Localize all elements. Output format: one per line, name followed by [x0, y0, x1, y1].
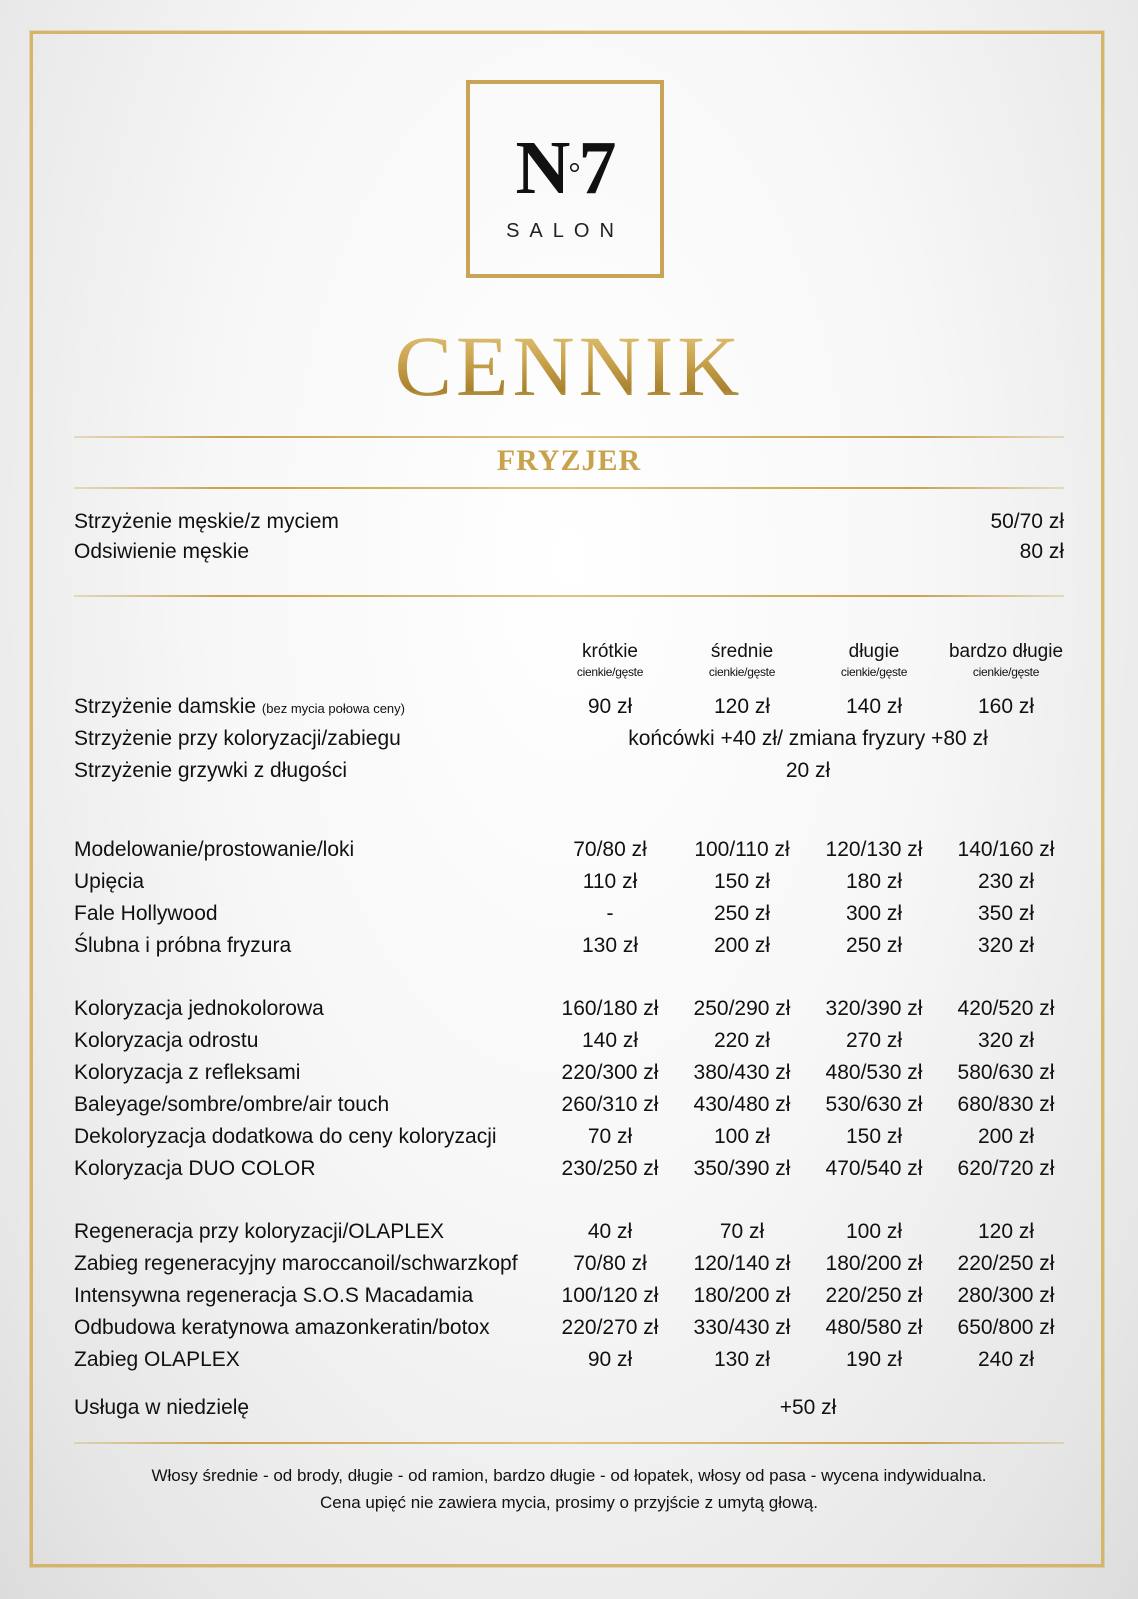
price-row	[74, 1090, 1064, 1120]
price-row	[74, 1217, 1064, 1247]
price-cell: 200 zł	[713, 934, 771, 957]
price-cell: 120 zł	[713, 695, 771, 718]
price-cell: 240 zł	[977, 1348, 1035, 1371]
service-name: Modelowanie/prostowanie/loki	[74, 838, 355, 861]
service-price: 50/70 zł	[990, 510, 1064, 533]
price-cell: 280/300 zł	[957, 1284, 1055, 1307]
price-cell: 90 zł	[587, 695, 633, 718]
price-cell: 100 zł	[845, 1220, 903, 1243]
price-cell: 110 zł	[582, 870, 638, 893]
price-cell: 220/270 zł	[561, 1316, 659, 1339]
column-header	[809, 640, 939, 680]
price-cell: 220/300 zł	[561, 1061, 659, 1084]
price-row	[74, 537, 1064, 567]
span-price: +50 zł	[779, 1396, 837, 1419]
divider	[74, 487, 1064, 489]
logo-number: N°7	[515, 126, 615, 210]
footer-note: Włosy średnie - od brody, długie - od ramion, bardzo długie - od łopatek, włosy od pasa - wycena indywidualna.	[151, 1466, 987, 1485]
service-name: Baleyage/sombre/ombre/air touch	[74, 1093, 390, 1116]
service-name: Intensywna regeneracja S.O.S Macadamia	[74, 1284, 474, 1307]
price-cell: 320 zł	[977, 1029, 1035, 1052]
salon-logo	[466, 80, 664, 278]
column-sublabel: cienkie/gęste	[708, 665, 776, 679]
service-name: Usługa w niedzielę	[74, 1396, 250, 1419]
price-cell: 470/540 zł	[825, 1157, 923, 1180]
price-row	[74, 931, 1064, 961]
price-cell: 220/250 zł	[957, 1252, 1055, 1275]
service-name: Koloryzacja odrostu	[74, 1029, 259, 1052]
price-cell: 150 zł	[845, 1125, 903, 1148]
price-cell: 350/390 zł	[693, 1157, 791, 1180]
price-row	[74, 867, 1064, 897]
price-row	[74, 1345, 1064, 1375]
price-row	[74, 994, 1064, 1024]
price-cell: 100 zł	[713, 1125, 771, 1148]
price-cell: 40 zł	[587, 1220, 633, 1243]
footer-note: Cena upięć nie zawiera mycia, prosimy o przyjście z umytą głową.	[320, 1493, 818, 1512]
price-row	[74, 899, 1064, 929]
price-cell: 320 zł	[977, 934, 1035, 957]
price-cell: 430/480 zł	[693, 1093, 791, 1116]
service-name: Zabieg regeneracyjny maroccanoil/schwarzkopf	[74, 1252, 518, 1275]
service-name: Fale Hollywood	[74, 902, 218, 925]
service-name: Dekoloryzacja dodatkowa do ceny koloryzacji	[74, 1125, 497, 1148]
price-cell: 530/630 zł	[825, 1093, 923, 1116]
price-cell: 70 zł	[587, 1125, 633, 1148]
price-row	[74, 1281, 1064, 1311]
service-name: Odsiwienie męskie	[74, 540, 250, 563]
span-price: 20 zł	[785, 759, 831, 782]
column-label: średnie	[710, 641, 774, 662]
price-row	[74, 1154, 1064, 1184]
divider	[74, 1442, 1064, 1444]
price-cell: 160/180 zł	[561, 997, 659, 1020]
price-cell: 380/430 zł	[693, 1061, 791, 1084]
price-cell: 250 zł	[713, 902, 771, 925]
column-label: krótkie	[582, 641, 638, 662]
section-title: FRYZJER	[496, 444, 642, 477]
price-cell: 120 zł	[977, 1220, 1035, 1243]
page-title: CENNIK	[0, 318, 1138, 414]
price-cell: 90 zł	[587, 1348, 633, 1371]
column-sublabel: cienkie/gęste	[576, 665, 644, 679]
service-name: Strzyżenie przy koloryzacji/zabiegu	[74, 727, 401, 750]
price-cell: 320/390 zł	[825, 997, 923, 1020]
price-row	[74, 507, 1064, 537]
price-cell: 650/800 zł	[957, 1316, 1055, 1339]
price-cell: 300 zł	[845, 902, 903, 925]
price-cell: 120/130 zł	[825, 838, 923, 861]
service-name: Upięcia	[74, 870, 145, 893]
service-name: Zabieg OLAPLEX	[74, 1348, 240, 1371]
price-cell: 200 zł	[977, 1125, 1035, 1148]
price-row	[74, 1058, 1064, 1088]
price-cell: 480/580 zł	[825, 1316, 923, 1339]
price-row	[74, 1026, 1064, 1056]
column-label: bardzo długie	[948, 641, 1064, 662]
service-name: Koloryzacja DUO COLOR	[74, 1157, 316, 1180]
service-name: Strzyżenie męskie/z myciem	[74, 510, 339, 533]
price-row	[74, 1122, 1064, 1152]
price-cell: 220 zł	[713, 1029, 771, 1052]
price-row	[74, 1313, 1064, 1343]
column-sublabel: cienkie/gęste	[972, 665, 1040, 679]
price-cell: 120/140 zł	[693, 1252, 791, 1275]
price-cell: 230 zł	[977, 870, 1035, 893]
price-cell: 580/630 zł	[957, 1061, 1055, 1084]
price-cell: 350 zł	[977, 902, 1035, 925]
price-cell: -	[606, 902, 614, 925]
price-cell: 160 zł	[977, 695, 1035, 718]
service-note: (bez mycia połowa ceny)	[261, 701, 405, 716]
price-cell: 100/120 zł	[561, 1284, 659, 1307]
logo-salon-text: SALON	[506, 220, 624, 242]
price-cell: 620/720 zł	[957, 1157, 1055, 1180]
price-cell: 70/80 zł	[573, 838, 647, 861]
column-header	[545, 640, 675, 680]
service-name: Strzyżenie grzywki z długości	[74, 759, 348, 782]
service-price: 80 zł	[1019, 540, 1064, 563]
price-cell: 180/200 zł	[825, 1252, 923, 1275]
price-row	[74, 756, 1064, 786]
price-cell: 100/110 zł	[694, 838, 790, 861]
price-cell: 130 zł	[713, 1348, 771, 1371]
price-cell: 480/530 zł	[825, 1061, 923, 1084]
divider	[74, 595, 1064, 597]
price-cell: 140/160 zł	[957, 838, 1055, 861]
price-cell: 180/200 zł	[693, 1284, 791, 1307]
price-cell: 230/250 zł	[561, 1157, 659, 1180]
price-row	[74, 692, 1064, 722]
service-name: Odbudowa keratynowa amazonkeratin/botox	[74, 1316, 490, 1339]
price-cell: 680/830 zł	[957, 1093, 1055, 1116]
price-cell: 220/250 zł	[825, 1284, 923, 1307]
price-cell: 150 zł	[713, 870, 771, 893]
service-name: Koloryzacja z refleksami	[74, 1061, 301, 1084]
service-name: Koloryzacja jednokolorowa	[74, 997, 324, 1020]
price-row	[74, 835, 1064, 865]
price-row	[74, 1393, 1064, 1423]
service-name: Regeneracja przy koloryzacji/OLAPLEX	[74, 1220, 445, 1243]
price-cell: 140 zł	[845, 695, 903, 718]
price-cell: 130 zł	[581, 934, 639, 957]
service-name: Strzyżenie damskie (bez mycia połowa ceny)	[74, 695, 405, 718]
price-cell: 420/520 zł	[957, 997, 1055, 1020]
price-cell: 250/290 zł	[693, 997, 791, 1020]
service-name: Ślubna i próbna fryzura	[74, 934, 292, 957]
price-cell: 70 zł	[719, 1220, 765, 1243]
column-label: długie	[848, 641, 900, 662]
price-cell: 70/80 zł	[573, 1252, 647, 1275]
span-price: końcówki +40 zł/ zmiana fryzury +80 zł	[628, 727, 988, 750]
divider	[74, 436, 1064, 438]
price-cell: 260/310 zł	[561, 1093, 659, 1116]
price-row	[74, 1249, 1064, 1279]
price-row	[74, 724, 1064, 754]
price-cell: 190 zł	[845, 1348, 903, 1371]
price-cell: 330/430 zł	[693, 1316, 791, 1339]
column-header	[677, 640, 807, 680]
column-header	[941, 640, 1071, 680]
price-cell: 140 zł	[581, 1029, 639, 1052]
price-cell: 180 zł	[845, 870, 903, 893]
column-sublabel: cienkie/gęste	[840, 665, 908, 679]
price-cell: 250 zł	[845, 934, 903, 957]
price-cell: 270 zł	[845, 1029, 903, 1052]
